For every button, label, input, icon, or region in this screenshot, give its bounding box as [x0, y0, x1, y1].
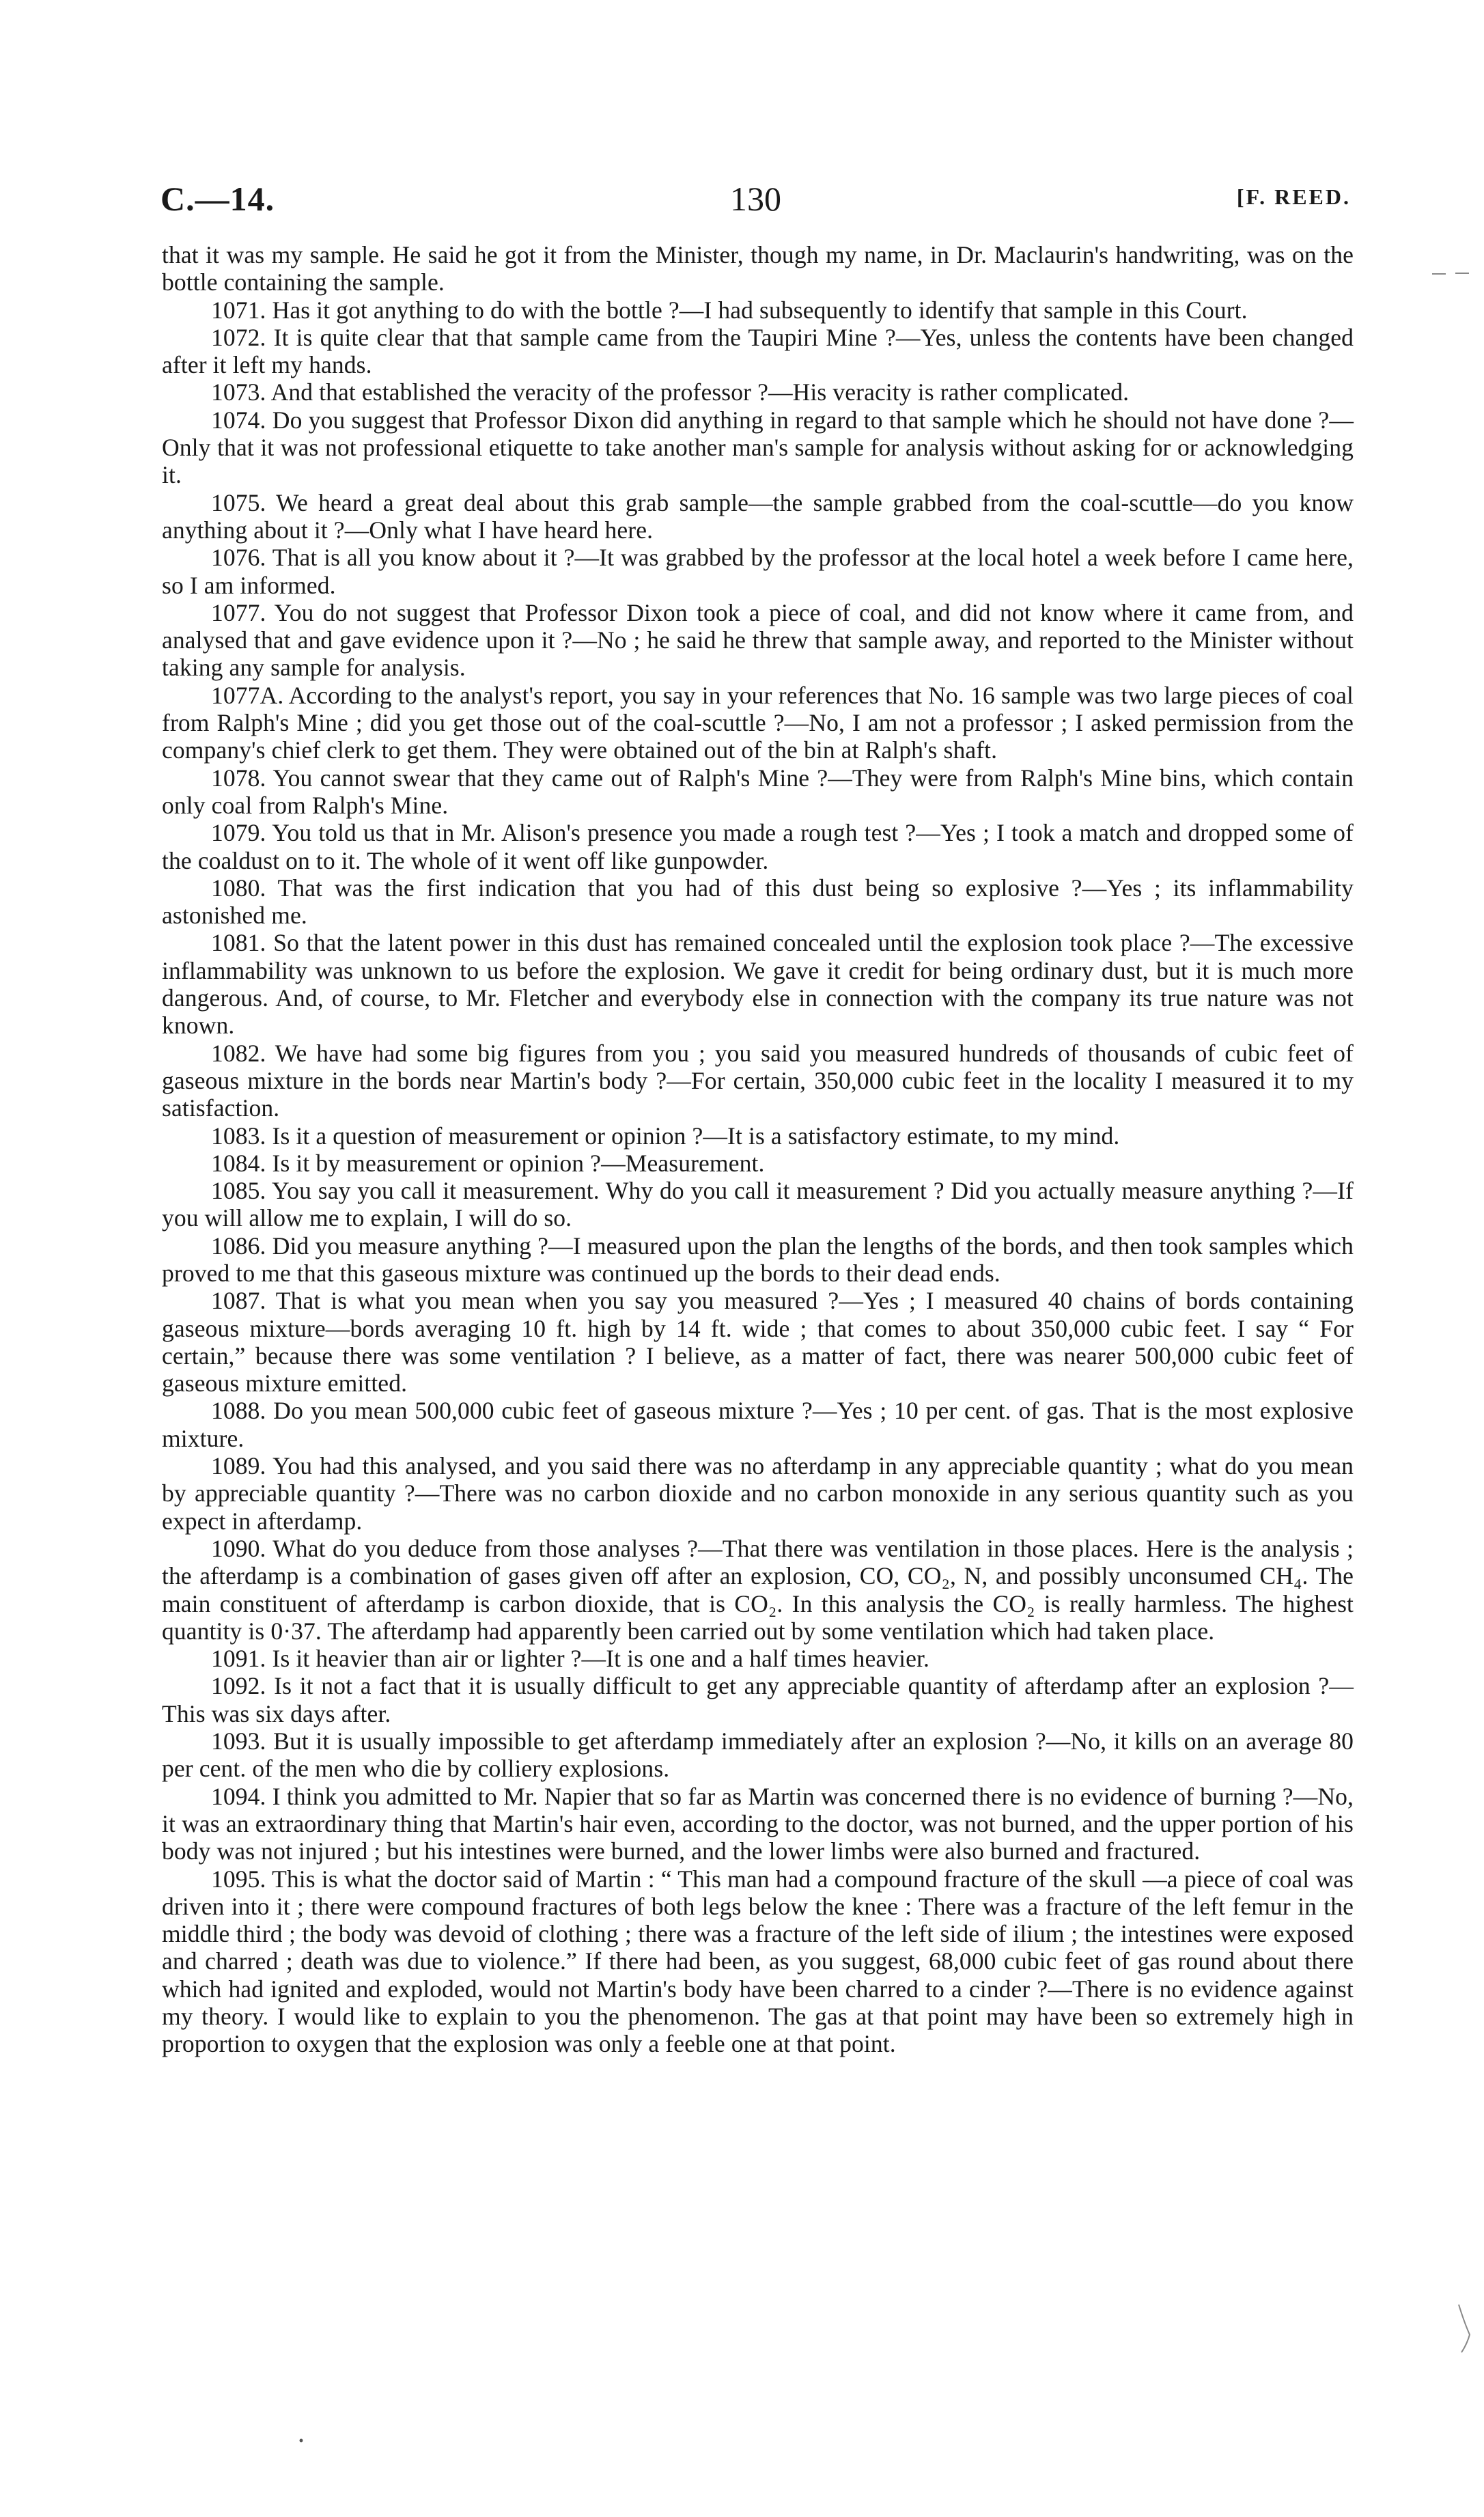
series-number: C.—14. — [160, 180, 275, 218]
paragraph-1091: 1091. Is it heavier than air or lighter ?—It is one and a half times heavier. — [211, 1645, 929, 1673]
paragraph-1073: 1073. And that established the veracity of the professor ?—His veracity is rather complicated. — [211, 378, 1130, 406]
paragraph-1093: 1093. But it is usually impossible to get afterdamp immediately after an explosion ?—No, it kills on an average 80 per cent. of the men who die by colliery explosions. — [162, 1727, 1354, 1783]
paragraph-1071: 1071. Has it got anything to do with the bottle ?—I had subsequently to identify that sample in this Court. — [211, 296, 1248, 324]
paragraph-1092: 1092. Is it not a fact that it is usually difficult to get any appreciable quantity of afterdamp after an explosion ?—This was six days after. — [162, 1672, 1354, 1727]
witness-name: [F. REED. — [1236, 184, 1351, 209]
paragraph-1083: 1083. Is it a question of measurement or opinion ?—It is a satisfactory estimate, to my mind. — [211, 1122, 1120, 1150]
paragraph-1078: 1078. You cannot swear that they came out of Ralph's Mine ?—They were from Ralph's Mine bins, which contain only coal from Ralph's Mine. — [162, 764, 1354, 819]
paragraph-1095: 1095. This is what the doctor said of Martin : “ This man had a compound fracture of the skull —a piece of coal was driven into it ; there were compound fractures of both legs below the knee : There was a fracture of the left femur in the middle third ; the body was devoid of clothing ; there was a fracture of the left side of ilium ; the intestines were exposed and charred ; death was due to violence.” If there had been, as you suggest, 68,000 cubic feet of gas round about there which had ignited and exploded, would not Martin's body have been charred to a cinder ?—There is no evidence against my theory. I would like to explain to you the phenomenon. The gas at that point may have been so extremely high in proportion to oxygen that the explosion was only a feeble one at that point. — [162, 1865, 1354, 2058]
paragraph-1077: 1077. You do not suggest that Professor Dixon took a piece of coal, and did not know where it came from, and analysed that and gave evidence upon it ?—No ; he said he threw that sample away, and reported to the Minister without taking any sample for analysis. — [162, 598, 1354, 682]
margin-dot-mark — [298, 2437, 305, 2444]
paragraph-1088: 1088. Do you mean 500,000 cubic feet of gaseous mixture ?—Yes ; 10 per cent. of gas. That is the most explosive mixture. — [162, 1397, 1354, 1452]
page-header — [160, 179, 1351, 223]
evidence-text — [162, 241, 1354, 2058]
paragraph-1086: 1086. Did you measure anything ?—I measured upon the plan the lengths of the bords, and then took samples which proved to me that this gaseous mixture was continued up the bords to their dead ends. — [162, 1232, 1354, 1287]
page-number: 130 — [730, 180, 781, 218]
paragraph-1072: 1072. It is quite clear that that sample came from the Taupiri Mine ?—Yes, unless the contents have been changed after it left my hands. — [162, 323, 1354, 379]
paragraph-1077a: 1077A. According to the analyst's report, you say in your references that No. 16 sample was two large pieces of coal from Ralph's Mine ; did you get those out of the coal-scuttle ?—No, I am not a professor ; I asked permission from the company's chief clerk to get them. They were obtained out of the bin at Ralph's shaft. — [162, 681, 1354, 764]
paragraph-1080: 1080. That was the first indication that you had of this dust being so explosive ?—Yes ; its inflammability astonished me. — [162, 874, 1354, 930]
paragraph-1079: 1079. You told us that in Mr. Alison's presence you made a rough test ?—Yes ; I took a match and dropped some of the coaldust on to it. The whole of it went off like gunpowder. — [162, 819, 1354, 874]
margin-tick-mark — [1431, 270, 1472, 277]
paragraph-1076: 1076. That is all you know about it ?—It was grabbed by the professor at the local hotel a week before I came here, so I am informed. — [162, 544, 1354, 599]
margin-scratch-mark — [1455, 2302, 1475, 2356]
paragraph-1084: 1084. Is it by measurement or opinion ?—Measurement. — [211, 1149, 765, 1177]
paragraph-1087: 1087. That is what you mean when you say you measured ?—Yes ; I measured 40 chains of bords containing gaseous mixture—bords averaging 10 ft. high by 14 ft. wide ; that comes to about 350,000 cubic feet. I say “ For certain,” because there was some ventilation ? I believe, as a matter of fact, there was nearer 500,000 cubic feet of gaseous mixture emitted. — [162, 1287, 1354, 1397]
paragraph-continuation: that it was my sample. He said he got it from the Minister, though my name, in Dr. Maclaurin's handwriting, was on the bottle containing the sample. — [162, 241, 1354, 296]
paragraph-1075: 1075. We heard a great deal about this grab sample—the sample grabbed from the coal-scuttle—do you know anything about it ?—Only what I have heard here. — [162, 488, 1354, 544]
paragraph-1085: 1085. You say you call it measurement. Why do you call it measurement ? Did you actually measure anything ?—If you will allow me to explain, I will do so. — [162, 1177, 1354, 1232]
paragraph-1082: 1082. We have had some big figures from you ; you said you measured hundreds of thousands of cubic feet of gaseous mixture in the bords near Martin's body ?—For certain, 350,000 cubic feet in the locality I measured it to my satisfaction. — [162, 1039, 1354, 1122]
paragraph-1074: 1074. Do you suggest that Professor Dixon did anything in regard to that sample which he should not have done ?—Only that it was not professional etiquette to take another man's sample for analysis without asking for or acknowledging it. — [162, 406, 1354, 489]
paragraph-1081: 1081. So that the latent power in this dust has remained concealed until the explosion took place ?—The excessive inflammability was unknown to us before the explosion. We gave it credit for being ordinary dust, but it is much more dangerous. And, of course, to Mr. Fletcher and everybody else in connection with the company its true nature was not known. — [162, 929, 1354, 1040]
paragraph-1094: 1094. I think you admitted to Mr. Napier that so far as Martin was concerned there is no evidence of burning ?—No, it was an extraordinary thing that Martin's hair even, according to the doctor, was not burned, and the upper portion of his body was not injured ; but his intestines were burned, and the lower limbs were also burned and fractured. — [162, 1782, 1354, 1865]
paragraph-1089: 1089. You had this analysed, and you said there was no afterdamp in any appreciable quantity ; what do you mean by appreciable quantity ?—There was no carbon dioxide and no carbon monoxide in any serious quantity such as you expect in afterdamp. — [162, 1452, 1354, 1535]
paragraph-1090: 1090. What do you deduce from those analyses ?—That there was ventilation in those places. Here is the analysis ; the afterdamp is a combination of gases given off after an explosion, CO, CO₂, N, and possibly unconsumed CH₄. The main constituent of afterdamp is carbon dioxide, that is CO₂. In this analysis the CO₂ is really harmless. The highest quantity is 0·37. The afterdamp had apparently been carried out by some ventilation which had taken place. — [162, 1534, 1354, 1645]
